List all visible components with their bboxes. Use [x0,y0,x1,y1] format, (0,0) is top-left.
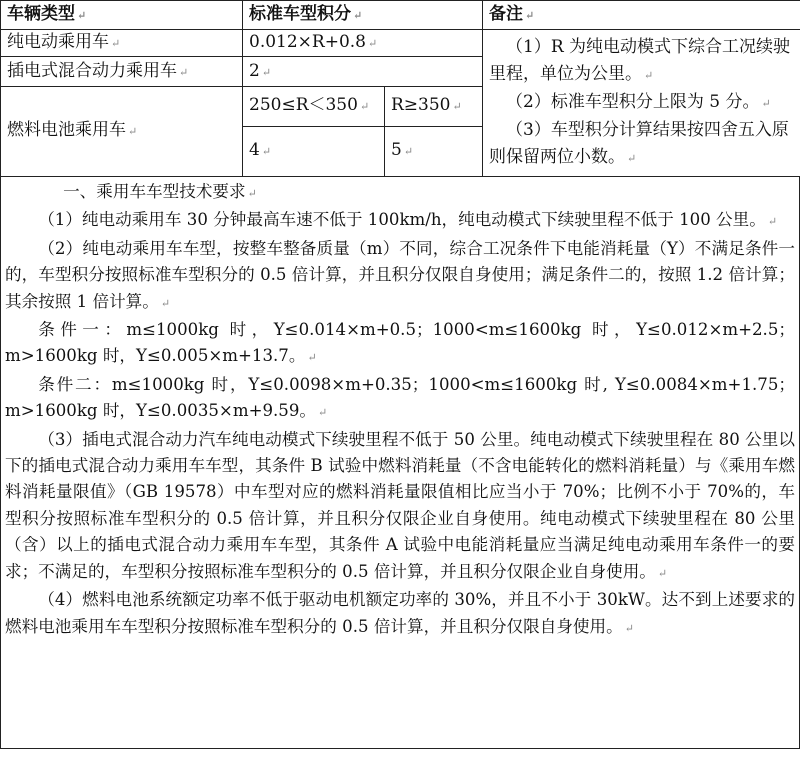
cell-phev-score: 2 ↵ [243,57,483,87]
paragraph-1: （1）纯电动乘用车 30 分钟最高车速不低于 100km/h，纯电动模式下续驶里程不低于 100 公里。 ↵ [38,210,778,230]
cell-fcv-score-2: 5 ↵ [385,126,483,176]
paragraph-2: （2）纯电动乘用车车型，按整车整备质量（m）不同，综合工况条件下电能消耗量（Y）不满足条件一的，车型积分按照标准车型积分的 0.5 倍计算，并且积分仅限自身使用；满足条件二的，按照 1.2 倍计算；其余按照 1 倍计算。 ↵ [5,238,795,311]
header-vehicle-type: 车辆类型 ↵ [1,1,243,30]
cell-fcv-score-1: 4 ↵ [243,126,385,176]
paragraph-condition-2: 条件二：m≤1000kg 时，Y≤0.0098×m+0.35；1000<m≤1600kg 时, Y≤0.0084×m+1.75；m>1600kg 时，Y≤0.0035×m+9.59。 ↵ [5,374,795,421]
note-3: （3）车型积分计算结果按四舍五入原则保留两位小数。 ↵ [489,120,789,167]
cell-bev-type: 纯电动乘用车 ↵ [1,30,243,57]
section-heading: 一、乘用车车型技术要求 ↵ [63,182,257,201]
cell-bev-score: 0.012×R+0.8 ↵ [243,30,483,57]
paragraph-3: （3）插电式混合动力汽车纯电动模式下续驶里程不低于 50 公里。纯电动模式下续驶里程在 80 公里以下的插电式混合动力乘用车车型，其条件 B 试验中燃料消耗量（不含电能转化的燃料消耗量）与《乘用车燃料消耗量限值》（GB 19578）中车型对应的燃料消耗量限值相比应当小于 70%；比例不小于 70%的，车型积分按照标准车型积分的 0.5 倍计算，并且积分仅限企业自身使用。纯电动模式下续驶里程在 80 公里（含）以上的插电式混合动力乘用车车型，其条件 A 试验中电能消耗量应当满足纯电动乘用车条件一的要求；不满足的，车型积分按照标准车型积分的 0.5 倍计算，并且积分仅限企业自身使用。 ↵ [5,429,795,581]
vehicle-score-table [0,0,800,177]
cell-phev-type: 插电式混合动力乘用车 ↵ [1,57,243,87]
paragraph-condition-1: 条件一：m≤1000kg 时，Y≤0.014×m+0.5；1000<m≤1600kg 时，Y≤0.012×m+2.5；m>1600kg 时，Y≤0.005×m+13.7。 ↵ [5,320,795,366]
table-header-row [1,1,800,30]
cell-notes [483,30,800,177]
cell-fcv-range-2: R≥350 ↵ [385,87,483,127]
header-standard-score: 标准车型积分 ↵ [243,1,483,30]
note-2: （2）标准车型积分上限为 5 分。 ↵ [506,92,771,112]
table-row-bev [1,30,800,57]
cell-fcv-type: 燃料电池乘用车 ↵ [1,87,243,177]
cell-fcv-range-1: 250≤R＜350 ↵ [243,87,385,127]
technical-requirements-section [0,177,800,749]
header-notes: 备注 ↵ [483,1,800,30]
paragraph-4: （4）燃料电池系统额定功率不低于驱动电机额定功率的 30%，并且不小于 30kW。达不到上述要求的燃料电池乘用车车型积分按照标准车型积分的 0.5 倍计算，并且积分仅限自身使用。 ↵ [5,590,795,636]
note-1: （1）R 为纯电动模式下综合工况续驶里程，单位为公里。 ↵ [489,37,791,84]
